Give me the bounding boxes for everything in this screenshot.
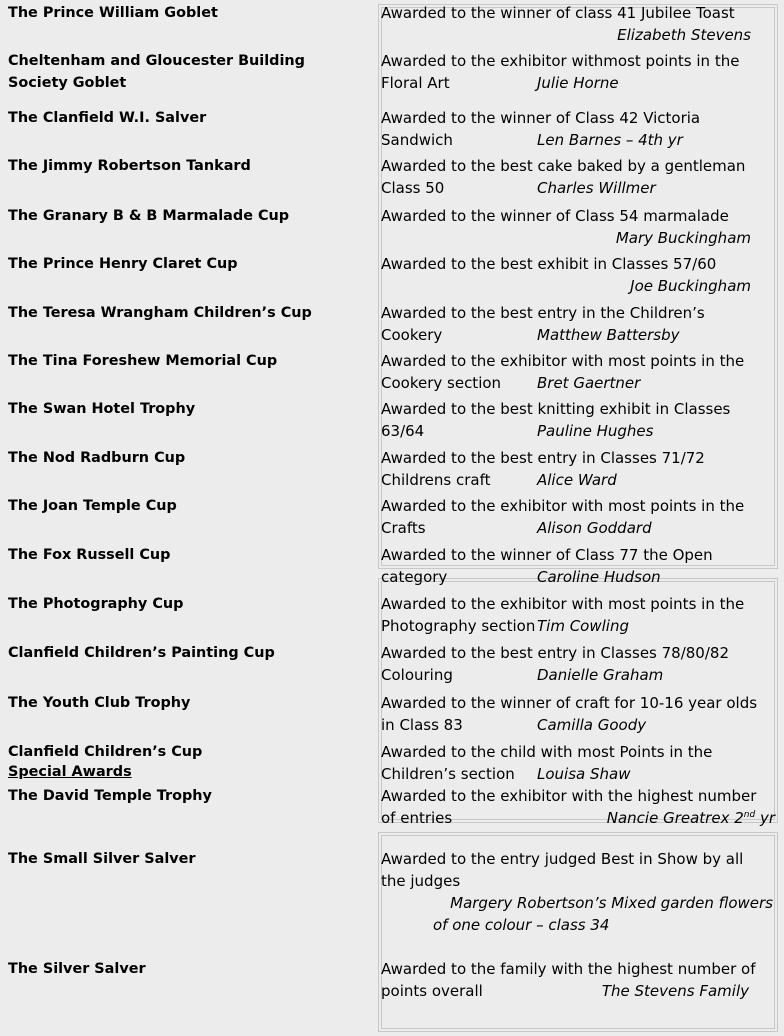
award-winner: Bret Gaertner: [537, 374, 641, 392]
award-winner: Joe Buckingham: [630, 277, 751, 295]
award-description: Awarded to the entry judged Best in Show by all the judges Margery Robertson’s Mixed garden flowers of one colour – class 34: [381, 848, 779, 936]
award-name: The David Temple Trophy: [8, 788, 212, 804]
award-name: The Prince Henry Claret Cup: [8, 256, 238, 272]
award-description: Awarded to the best exhibit in Classes 57/60 Joe Buckingham: [381, 253, 779, 297]
award-winner: The Stevens Family: [601, 982, 749, 1000]
award-description: Awarded to the child with most Points in the Children’s section Louisa Shaw: [381, 743, 713, 783]
award-name: The Prince William Goblet: [8, 5, 218, 21]
award-name: The Silver Salver: [8, 961, 146, 977]
award-winner: Matthew Battersby: [537, 326, 680, 344]
award-winner: Danielle Graham: [537, 666, 664, 684]
award-winner: Julie Horne: [537, 74, 619, 92]
award-winner: Mary Buckingham: [615, 229, 751, 247]
special-awards-heading: Special Awards: [8, 764, 132, 780]
award-winner: of one colour – class 34: [433, 916, 610, 934]
award-description: Awarded to the winner of Class 77 the Open category Caroline Hudson: [381, 546, 713, 586]
award-description: Awarded to the winner of Class 54 marmalade Mary Buckingham: [381, 205, 779, 249]
award-name: The Jimmy Robertson Tankard: [8, 158, 251, 174]
award-winner: Pauline Hughes: [537, 422, 654, 440]
award-name: The Teresa Wrangham Children’s Cup: [8, 305, 312, 321]
award-description: Awarded to the best entry in Classes 78/80/82 Colouring Danielle Graham: [381, 644, 729, 684]
award-description: Awarded to the best entry in the Children’s Cookery Matthew Battersby: [381, 304, 705, 344]
award-name: The Swan Hotel Trophy: [8, 401, 196, 417]
award-winner: Camilla Goody: [537, 716, 647, 734]
award-description: Awarded to the exhibitor with most points in the Crafts Alison Goddard: [381, 497, 745, 537]
award-description: Awarded to the winner of class 41 Jubilee Toast Elizabeth Stevens: [381, 2, 779, 46]
award-winner: Len Barnes – 4th yr: [537, 131, 683, 149]
award-winner: Charles Willmer: [537, 179, 656, 197]
award-winner: Alison Goddard: [537, 519, 652, 537]
award-description: Awarded to the winner of Class 42 Victoria Sandwich Len Barnes – 4th yr: [381, 109, 701, 149]
award-description: Awarded to the best entry in Classes 71/72 Childrens craft Alice Ward: [381, 449, 705, 489]
award-winner: Elizabeth Stevens: [617, 26, 751, 44]
award-description: Awarded to the exhibitor with the highest number of entries Nancie Greatrex 2nd yr: [381, 787, 775, 827]
award-winner: Caroline Hudson: [537, 568, 661, 586]
award-name: Clanfield Children’s Painting Cup: [8, 645, 275, 661]
award-winner: Louisa Shaw: [537, 765, 631, 783]
award-description: Awarded to the winner of craft for 10-16 year olds in Class 83 Camilla Goody: [381, 694, 758, 734]
award-name: The Youth Club Trophy: [8, 695, 191, 711]
award-name: The Photography Cup: [8, 596, 184, 612]
award-winner: Tim Cowling: [537, 617, 629, 635]
award-name: The Joan Temple Cup: [8, 498, 177, 514]
award-winner: Margery Robertson’s Mixed garden flowers: [450, 894, 773, 912]
award-name: The Nod Radburn Cup: [8, 450, 186, 466]
award-winner: Alice Ward: [537, 471, 617, 489]
award-name: The Granary B & B Marmalade Cup: [8, 208, 290, 224]
award-description: Awarded to the exhibitor with most points in the Photography section Tim Cowling: [381, 595, 745, 635]
award-name: Clanfield Children’s Cup: [8, 744, 203, 760]
award-description: Awarded to the best cake baked by a gentleman Class 50 Charles Willmer: [381, 157, 746, 197]
award-description: Awarded to the exhibitor withmost points in the Floral Art Julie Horne: [381, 52, 740, 92]
award-description: Awarded to the best knitting exhibit in Classes 63/64 Pauline Hughes: [381, 400, 731, 440]
award-description: Awarded to the family with the highest number of points overall The Stevens Family: [381, 960, 756, 1000]
award-name: The Clanfield W.I. Salver: [8, 110, 207, 126]
award-winner: Nancie Greatrex 2nd yr: [606, 809, 775, 827]
award-name: Cheltenham and Gloucester Building Society Goblet: [8, 53, 305, 91]
award-name: The Small Silver Salver: [8, 851, 196, 867]
award-name: The Tina Foreshew Memorial Cup: [8, 353, 278, 369]
award-description: Awarded to the exhibitor with most points in the Cookery section Bret Gaertner: [381, 352, 745, 392]
award-name: The Fox Russell Cup: [8, 547, 171, 563]
